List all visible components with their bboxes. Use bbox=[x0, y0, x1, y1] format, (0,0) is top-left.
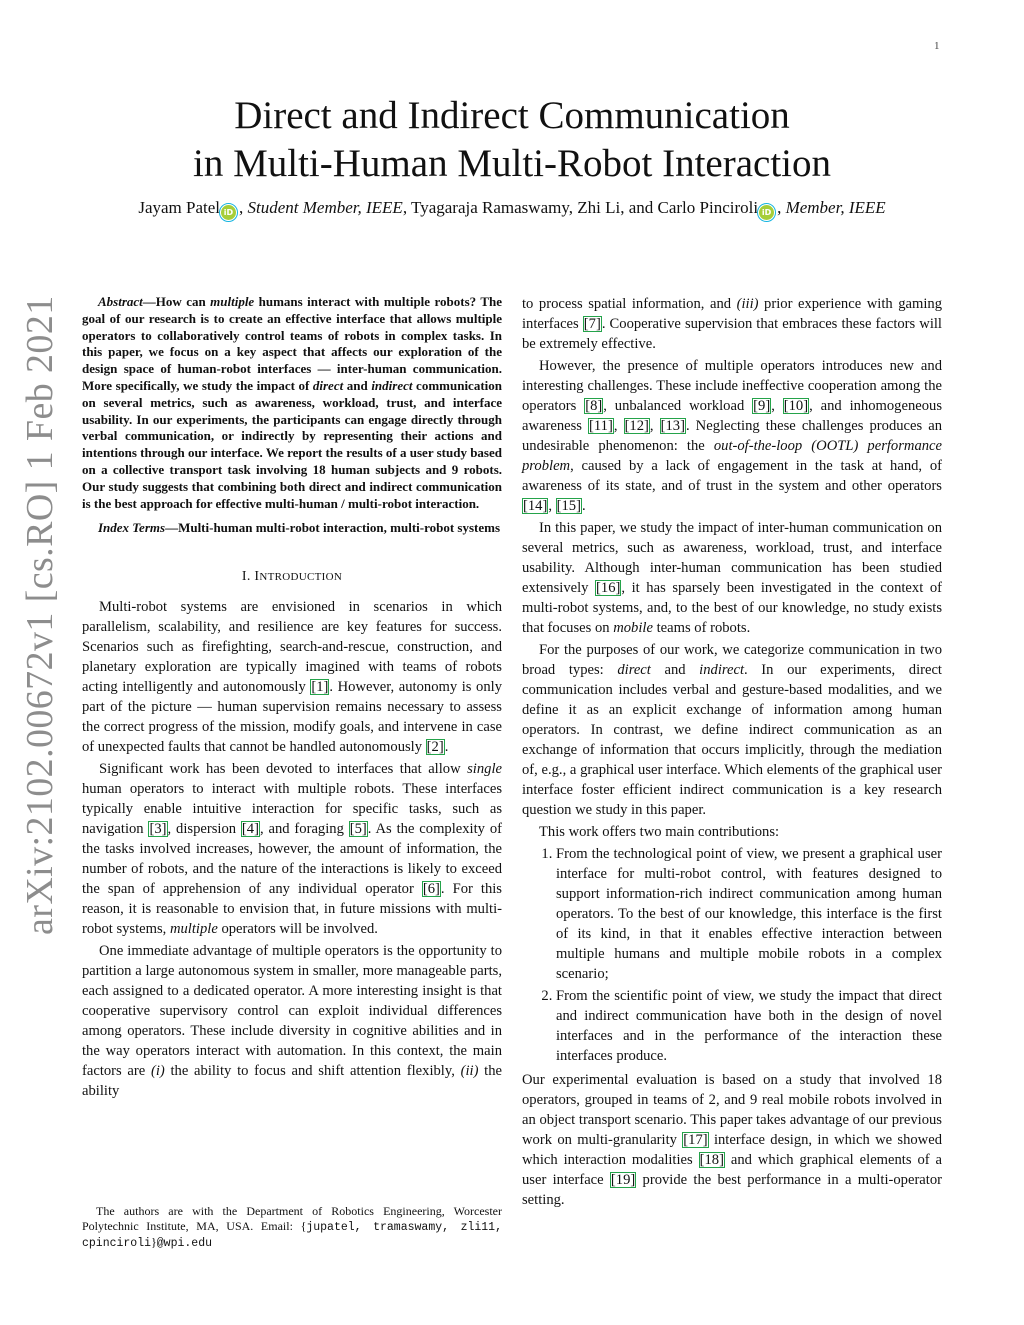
paper-title bbox=[0, 92, 1024, 188]
list-item: 1. From the technological point of view, we present a graphical user interface for multi-robot control, with features designed to support information-rich indirect communication among human operators. To the best of our knowledge, this interface is the first of its kind, in that it enables effective interaction between multiple humans and multiple mobile robots in a complex scenario; bbox=[556, 844, 942, 984]
paragraph: In this paper, we study the impact of inter-human communication on several metrics, such as awareness, workload, trust, and interface usability. Although inter-human communication has been studied extensively [16], it has sparsely been investigated in the context of multi-robot systems, and, to the best of our knowledge, no study exists that focuses on mobile teams of robots. bbox=[522, 520, 942, 636]
citation-link[interactable]: [13] bbox=[660, 418, 685, 434]
title-line-2: in Multi-Human Multi-Robot Interaction bbox=[193, 142, 831, 185]
title-line-1: Direct and Indirect Communication bbox=[234, 94, 790, 137]
contribution-list bbox=[522, 844, 942, 1066]
citation-link[interactable]: [19] bbox=[610, 1172, 636, 1188]
page-number: 1 bbox=[934, 40, 940, 52]
citation-link[interactable]: [3] bbox=[149, 821, 167, 838]
paragraph: This work offers two main contributions: bbox=[539, 824, 780, 840]
citation-link[interactable]: [4] bbox=[241, 821, 259, 838]
index-terms-label: Index Terms bbox=[98, 520, 166, 536]
abstract-label: Abstract bbox=[98, 294, 143, 309]
author-list: Jayam Patel iD , Student Member, IEEE, Tyagaraja Ramaswamy, Zhi Li, and Carlo Pinciroli iD , Member, IEEE bbox=[0, 198, 1024, 220]
author-names: , Tyagaraja Ramaswamy, Zhi Li, and Carlo Pinciroli bbox=[402, 198, 759, 217]
paragraph: Our experimental evaluation is based on a study that involved 18 operators, grouped in teams of 2, and 9 real mobile robots involved in an object transport scenario. This paper takes advantage of our previous work on multi-granularity [17] interface design, in which we showed which interaction modalities [18] and which graphical elements of a user interface [19] provide the best performance in a multi-operator setting. bbox=[522, 1072, 942, 1208]
citation-link[interactable]: [14] bbox=[523, 498, 548, 514]
paragraph: Significant work has been devoted to interfaces that allow single human operators to interact with multiple robots. These interfaces typically enable intuitive interaction for specific tasks, such as navigation [3], dispersion [4], and foraging [5]. As the complexity of the tasks involved increases, however, the amount of information, the number of robots, and the nature of the interactions is likely to exceed the span of apprehension of any individual operator [6]. For this reason, it is reasonable to envision that, in future missions with multi-robot systems, multiple operators will be involved. bbox=[82, 761, 502, 938]
email-list: jupatel, tramaswamy, zli11, cpinciroli bbox=[82, 1221, 502, 1250]
orcid-icon[interactable]: iD bbox=[759, 205, 774, 220]
citation-link[interactable]: [8] bbox=[585, 398, 603, 414]
citation-link[interactable]: [2] bbox=[426, 739, 444, 756]
citation-link[interactable]: [5] bbox=[349, 821, 367, 838]
citation-link[interactable]: [12] bbox=[624, 418, 649, 434]
index-terms: Index Terms—Multi-human multi-robot interaction, multi-robot systems bbox=[98, 520, 501, 536]
citation-link[interactable]: [16] bbox=[596, 580, 621, 596]
paragraph: For the purposes of our work, we categorize communication in two broad types: direct and indirect. In our experiments, direct communication includes verbal and gesture-based modalities, and we define it as an explicit exchange of information among human operators. In contrast, we define indirect communication as an exchange of information that occurs implicitly, through the mediation of, e.g., a graphical user interface. Which elements of the graphical user interface foster efficient indirect communication is a key research question we study in this paper. bbox=[522, 642, 942, 818]
orcid-icon[interactable]: iD bbox=[221, 205, 236, 220]
citation-link[interactable]: [15] bbox=[556, 498, 581, 514]
paragraph: One immediate advantage of multiple operators is the opportunity to partition a large autonomous system in smaller, more manageable parts, each assigned to a dedicated operator. A more interesting insight is that cooperative supervisory control can exploit individual differences among operators. These include diversity in cognitive abilities and in the way operators interact with automation. In this context, the main factors are (i) the ability to focus and shift attention flexibly, (ii) the ability bbox=[82, 943, 502, 1100]
citation-link[interactable]: [18] bbox=[699, 1152, 724, 1168]
author-name: Jayam Patel bbox=[138, 198, 220, 217]
citation-link[interactable]: [17] bbox=[683, 1132, 708, 1148]
right-column bbox=[522, 294, 942, 1212]
abstract: Abstract—How can multiple humans interact with multiple robots? The goal of our research is to create an effective interface that allows multiple operators to collaboratively control teams of robots in complex tasks. In this paper, we focus on a key aspect that affects our exploration of the design space of human-robot interfaces — inter-human communication. More specifically, we study the impact of direct and indirect communication on several metrics, such as awareness, workload, trust, and interface usability. In our experiments, the participants can engage directly through verbal communication, or indirectly by representing their actions and intentions through our interface. We report the results of a user study based on a collective transport task involving 18 human subjects and 9 robots. Our study suggests that combining both direct and indirect communication is the best approach for effective multi-human / multi-robot interaction. bbox=[82, 294, 502, 511]
left-column bbox=[82, 294, 502, 1103]
list-item: 2. From the scientific point of view, we study the impact that direct and indirect communication have both in the design of novel interfaces and in the performance of the interaction these interfaces produce. bbox=[556, 986, 942, 1066]
author-role: Student Member, IEEE bbox=[247, 198, 403, 217]
citation-link[interactable]: [6] bbox=[422, 881, 440, 898]
citation-link[interactable]: [9] bbox=[753, 398, 771, 414]
arxiv-identifier[interactable]: arXiv:2102.00672v1 [cs.RO] 1 Feb 2021 bbox=[19, 295, 61, 935]
paragraph: However, the presence of multiple operators introduces new and interesting challenges. These include ineffective cooperation among the operators [8], unbalanced workload [9], [10], and inhomogeneous awareness [11], [12], [13]. Neglecting these challenges produces an undesirable phenomenon: the out-of-the-loop (OOTL) performance problem, caused by a lack of engagement in the task at hand, of awareness of its state, and of trust in the system and other operators [14], [15]. bbox=[522, 358, 943, 514]
footnote: The authors are with the Department of Robotics Engineering, Worcester Polytechnic Institute, MA, USA. Email: {jupatel, tramaswamy, zli11, cpinciroli}@wpi.edu bbox=[82, 1204, 502, 1250]
citation-link[interactable]: [7] bbox=[583, 316, 601, 332]
author-role: Member, IEEE bbox=[785, 198, 886, 217]
citation-link[interactable]: [11] bbox=[589, 418, 613, 434]
citation-link[interactable]: [1] bbox=[311, 679, 329, 696]
paragraph: to process spatial information, and (iii) prior experience with gaming interfaces [7]. Cooperative supervision that embraces these factors will be extremely effective. bbox=[522, 296, 942, 352]
citation-link[interactable]: [10] bbox=[783, 398, 809, 414]
section-heading: I. INTRODUCTION bbox=[241, 569, 343, 585]
paragraph: Multi-robot systems are envisioned in scenarios in which parallelism, scalability, and resilience are key features for success. Scenarios such as firefighting, search-and-rescue, construction, and planetary exploration are typically imagined with teams of robots acting intelligently and autonomously [1]. However, autonomy is only part of the picture — human supervision remains necessary to assess the correct progress of the mission, modify goals, and intervene in case of unexpected faults that cannot be handled autonomously [2]. bbox=[82, 599, 503, 756]
